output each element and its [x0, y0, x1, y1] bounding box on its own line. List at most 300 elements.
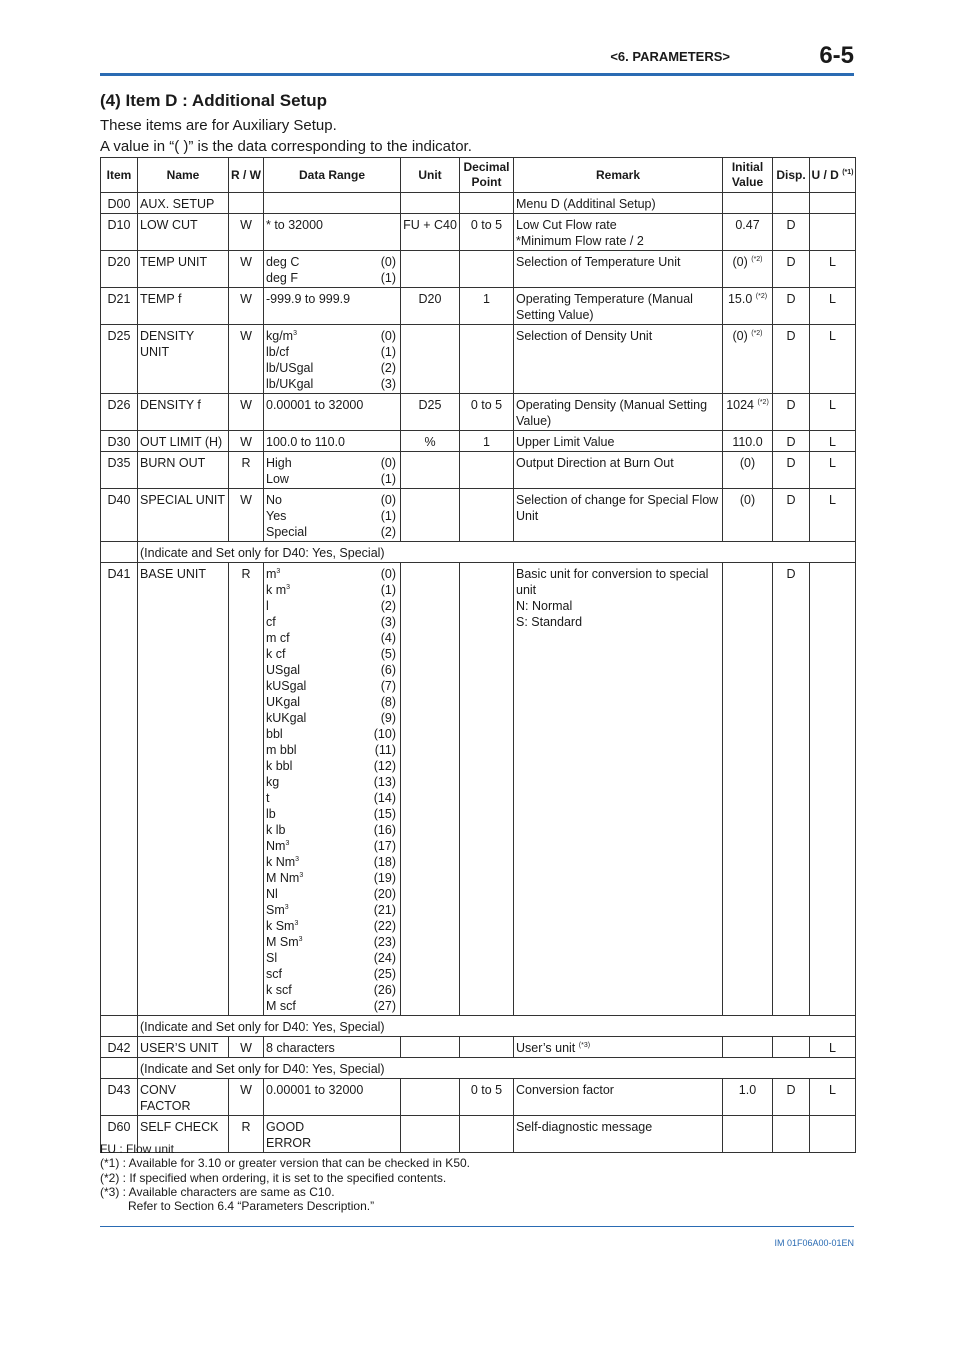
- cell-item: D40: [101, 489, 138, 542]
- cell-unit: [401, 325, 460, 394]
- cell-ud: [810, 214, 856, 251]
- remark-line: [516, 1082, 720, 1098]
- range-label: [266, 902, 289, 918]
- range-code: (2): [380, 599, 396, 613]
- indicate-note: (Indicate and Set only for D40: Yes, Special): [138, 542, 856, 563]
- cell-name: OUT LIMIT (H): [138, 431, 229, 452]
- cell-ud: L: [810, 325, 856, 394]
- range-option: [266, 854, 398, 870]
- cell-data-range: [264, 1037, 401, 1058]
- cell-disp: [773, 1116, 810, 1153]
- range-label: [266, 397, 363, 413]
- cell-disp: D: [773, 563, 810, 1016]
- cell-unit: FU + C40: [401, 214, 460, 251]
- table-row: [101, 251, 856, 288]
- footnote-line: (*2) : If specified when ordering, it is set to the specified contents.: [100, 1170, 447, 1185]
- header-unit: Unit: [401, 158, 460, 193]
- range-label: [266, 678, 306, 694]
- range-label-text: 0.00001 to 32000: [266, 1083, 364, 1097]
- table-row: [101, 288, 856, 325]
- cell-remark: [514, 214, 723, 251]
- cell-disp: D: [773, 1079, 810, 1116]
- cell-decimal-point: 0 to 5: [460, 214, 514, 251]
- range-label-text: 100.0 to 110.0: [266, 435, 346, 449]
- range-label-sup: 3: [276, 567, 281, 575]
- cell-remark: [514, 431, 723, 452]
- header-divider: [100, 73, 854, 76]
- range-label: [266, 694, 300, 710]
- range-label: [266, 758, 292, 774]
- indicate-note-row: [101, 1058, 856, 1079]
- range-option: [266, 582, 398, 598]
- range-option: [266, 950, 398, 966]
- range-code: (1): [380, 472, 396, 486]
- range-label-text: lb: [266, 807, 276, 821]
- range-option: [266, 902, 398, 918]
- cell-rw: W: [229, 431, 264, 452]
- range-code: (19): [373, 871, 396, 885]
- cell-data-range: [264, 214, 401, 251]
- range-option: [266, 566, 398, 582]
- range-code: (0): [380, 456, 396, 470]
- cell-decimal-point: 1: [460, 288, 514, 325]
- range-option: [266, 790, 398, 806]
- range-code: (17): [373, 839, 396, 853]
- cell-decimal-point: [460, 251, 514, 288]
- cell-disp: [773, 1037, 810, 1058]
- remark-line: [516, 455, 720, 471]
- range-label-sup: 3: [285, 839, 290, 847]
- initial-value-text: (0): [739, 493, 756, 507]
- range-label-text: m cf: [266, 631, 290, 645]
- cell-initial-value: [723, 489, 773, 542]
- cell-initial-value: [723, 251, 773, 288]
- range-label-text: k scf: [266, 983, 292, 997]
- cell-initial-value: [723, 1116, 773, 1153]
- range-option: [266, 838, 398, 854]
- cell-data-range: [264, 193, 401, 214]
- range-label-sup: 3: [293, 329, 297, 337]
- cell-rw: R: [229, 452, 264, 489]
- range-option: [266, 524, 398, 540]
- range-label-text: k bbl: [266, 759, 293, 773]
- page-number: 6-5: [819, 42, 854, 69]
- range-label-text: Low: [266, 472, 289, 486]
- cell-unit: [401, 452, 460, 489]
- range-option: [266, 774, 398, 790]
- cell-name: TEMP UNIT: [138, 251, 229, 288]
- range-code: (12): [373, 759, 396, 773]
- note-spacer-cell: [101, 1016, 138, 1037]
- cell-item: D21: [101, 288, 138, 325]
- range-label-text: Nm: [266, 839, 286, 853]
- cell-ud: [810, 563, 856, 1016]
- cell-item: D20: [101, 251, 138, 288]
- range-code: (7): [380, 679, 396, 693]
- range-label: [266, 806, 276, 822]
- cell-data-range: [264, 1079, 401, 1116]
- range-label-text: GOOD: [266, 1120, 305, 1134]
- range-option: [266, 344, 398, 360]
- cell-remark: [514, 251, 723, 288]
- cell-rw: W: [229, 394, 264, 431]
- initial-value-note: (*2): [757, 398, 769, 406]
- range-label-text: deg F: [266, 271, 298, 285]
- range-label-sup: 3: [299, 871, 304, 879]
- range-option: [266, 598, 398, 614]
- initial-value-text: (0): [732, 255, 748, 269]
- range-option: [266, 360, 398, 376]
- cell-decimal-point: 0 to 5: [460, 1079, 514, 1116]
- cell-unit: [401, 251, 460, 288]
- cell-initial-value: [723, 193, 773, 214]
- range-label-text: No: [266, 493, 282, 507]
- range-label: [266, 918, 298, 934]
- range-code: (10): [373, 727, 396, 741]
- remark-text: S: Standard: [516, 615, 583, 629]
- range-label-text: M scf: [266, 999, 296, 1013]
- cell-rw: R: [229, 563, 264, 1016]
- range-label-sup: 3: [284, 903, 289, 911]
- cell-item: D60: [101, 1116, 138, 1153]
- range-label-text: Sl: [266, 951, 278, 965]
- remark-line: [516, 397, 720, 429]
- range-label-sup: 3: [286, 583, 291, 591]
- header-name: Name: [138, 158, 229, 193]
- cell-decimal-point: [460, 563, 514, 1016]
- range-option: [266, 934, 398, 950]
- footnote-line: FU : Flow unit: [100, 1142, 175, 1156]
- footnote-line: (*1) : Available for 3.10 or greater version that can be checked in K50.: [100, 1156, 470, 1171]
- range-option: [266, 998, 398, 1014]
- cell-remark: [514, 193, 723, 214]
- header-ud-label: U / D: [811, 167, 839, 182]
- range-label-text: Special: [266, 525, 307, 539]
- range-code: (1): [380, 509, 396, 523]
- remark-line: [516, 217, 720, 233]
- range-label: [266, 471, 289, 487]
- range-code: (11): [374, 743, 396, 757]
- cell-item: D10: [101, 214, 138, 251]
- cell-name: DENSITY f: [138, 394, 229, 431]
- range-code: (18): [373, 855, 396, 869]
- range-code: (6): [380, 663, 396, 677]
- range-option: [266, 710, 398, 726]
- initial-value-text: (0): [739, 456, 756, 470]
- remark-text: Menu D (Additinal Setup): [516, 197, 656, 211]
- range-code: (9): [380, 711, 396, 725]
- remark-text: Conversion factor: [516, 1083, 614, 1097]
- range-option: [266, 614, 398, 630]
- range-label-text: cf: [266, 615, 276, 629]
- cell-disp: [773, 193, 810, 214]
- header-decimal-point: Decimal Point: [460, 158, 514, 193]
- range-label-text: deg C: [266, 255, 300, 269]
- range-option: [266, 742, 398, 758]
- cell-item: D00: [101, 193, 138, 214]
- range-label-text: k m: [266, 583, 287, 597]
- cell-initial-value: [723, 431, 773, 452]
- range-label: [266, 270, 298, 286]
- range-label: [266, 886, 278, 902]
- remark-text: Basic unit for conversion to special unit: [516, 567, 709, 597]
- cell-data-range: [264, 452, 401, 489]
- cell-disp: D: [773, 288, 810, 325]
- table-header-row: [101, 158, 856, 193]
- table-row: [101, 452, 856, 489]
- cell-disp: D: [773, 489, 810, 542]
- cell-remark: [514, 563, 723, 1016]
- cell-disp: D: [773, 251, 810, 288]
- range-label-sup: 3: [294, 919, 299, 927]
- range-option: [266, 376, 398, 392]
- range-option: [266, 662, 398, 678]
- range-code: (15): [373, 807, 396, 821]
- range-code: (22): [373, 919, 396, 933]
- cell-initial-value: [723, 1079, 773, 1116]
- cell-disp: D: [773, 214, 810, 251]
- remark-line: [516, 614, 720, 630]
- remark-text: Self-diagnostic message: [516, 1120, 653, 1134]
- cell-unit: [401, 563, 460, 1016]
- cell-disp: D: [773, 452, 810, 489]
- cell-name: USER’S UNIT: [138, 1037, 229, 1058]
- cell-item: D25: [101, 325, 138, 394]
- remark-line: [516, 291, 720, 323]
- range-code: (13): [373, 775, 396, 789]
- remark-line: [516, 566, 720, 598]
- cell-rw: W: [229, 489, 264, 542]
- initial-value-text: 1024: [726, 398, 755, 412]
- range-option: [266, 1082, 398, 1098]
- cell-data-range: [264, 288, 401, 325]
- cell-name: SPECIAL UNIT: [138, 489, 229, 542]
- cell-name: TEMP f: [138, 288, 229, 325]
- range-label-text: Sm: [266, 903, 285, 917]
- section-header: <6. PARAMETERS>: [610, 49, 730, 64]
- range-label: [266, 344, 289, 360]
- range-label-text: UKgal: [266, 695, 301, 709]
- range-label: [266, 726, 283, 742]
- cell-initial-value: [723, 288, 773, 325]
- initial-value-text: 0.47: [735, 218, 760, 232]
- range-code: (26): [373, 983, 396, 997]
- cell-disp: D: [773, 431, 810, 452]
- table-row: [101, 193, 856, 214]
- range-label-text: M Nm: [266, 871, 300, 885]
- cell-decimal-point: [460, 193, 514, 214]
- range-label-text: k cf: [266, 647, 286, 661]
- range-code: (8): [380, 695, 396, 709]
- range-label: [266, 524, 307, 540]
- range-option: [266, 254, 398, 270]
- range-label-text: M Sm: [266, 935, 299, 949]
- range-label: [266, 838, 289, 854]
- range-code: (1): [380, 271, 396, 285]
- remark-note: (*3): [578, 1041, 591, 1049]
- range-label: [266, 582, 290, 598]
- range-option: [266, 471, 398, 487]
- range-option: [266, 1040, 398, 1056]
- remark-text: Selection of change for Special Flow Unit: [516, 493, 719, 523]
- range-label-text: lb/USgal: [266, 361, 314, 375]
- remark-line: [516, 1040, 720, 1056]
- initial-value-note: (*2): [755, 292, 768, 300]
- cell-item: D26: [101, 394, 138, 431]
- remark-text: Upper Limit Value: [516, 435, 615, 449]
- remark-line: [516, 1119, 720, 1135]
- remark-text: Selection of Density Unit: [516, 329, 653, 343]
- header-ud: [810, 158, 856, 193]
- range-option: [266, 217, 398, 233]
- cell-decimal-point: 1: [460, 431, 514, 452]
- footnotes: [100, 1142, 470, 1213]
- cell-ud: L: [810, 1079, 856, 1116]
- range-code: (23): [373, 935, 396, 949]
- range-option: [266, 455, 398, 471]
- range-label: [266, 217, 323, 233]
- cell-remark: [514, 1116, 723, 1153]
- table-row: [101, 489, 856, 542]
- range-option: [266, 822, 398, 838]
- range-label: [266, 790, 269, 806]
- cell-rw: W: [229, 1037, 264, 1058]
- initial-value-text: (0): [732, 329, 748, 343]
- range-label: [266, 360, 313, 376]
- cell-unit: [401, 1037, 460, 1058]
- range-label: [266, 822, 285, 838]
- cell-ud: L: [810, 431, 856, 452]
- range-label: [266, 870, 303, 886]
- range-label-text: 8 characters: [266, 1041, 335, 1055]
- table-row: [101, 431, 856, 452]
- remark-text: *Minimum Flow rate / 2: [516, 234, 644, 248]
- cell-rw: W: [229, 288, 264, 325]
- range-label: [266, 662, 300, 678]
- cell-remark: [514, 325, 723, 394]
- cell-remark: [514, 1037, 723, 1058]
- cell-remark: [514, 394, 723, 431]
- cell-initial-value: [723, 214, 773, 251]
- range-option: [266, 870, 398, 886]
- range-option: [266, 492, 398, 508]
- range-label: [266, 434, 345, 450]
- note-spacer-cell: [101, 542, 138, 563]
- range-code: (27): [373, 999, 396, 1013]
- range-code: (16): [373, 823, 396, 837]
- cell-item: D43: [101, 1079, 138, 1116]
- cell-name: BASE UNIT: [138, 563, 229, 1016]
- cell-remark: [514, 288, 723, 325]
- cell-remark: [514, 452, 723, 489]
- range-label-text: m: [266, 567, 277, 581]
- remark-line: [516, 233, 720, 249]
- parameter-table: [100, 157, 856, 1153]
- range-label-text: k lb: [266, 823, 286, 837]
- range-label: [266, 566, 280, 582]
- range-label-text: kg/m: [266, 329, 294, 343]
- cell-name: SELF CHECK: [138, 1116, 229, 1153]
- range-code: (14): [373, 791, 396, 805]
- range-label: [266, 598, 269, 614]
- range-code: (2): [380, 525, 396, 539]
- range-option: [266, 806, 398, 822]
- range-label: [266, 254, 299, 270]
- range-code: (0): [380, 567, 396, 581]
- cell-disp: D: [773, 325, 810, 394]
- intro-line-1: These items are for Auxiliary Setup.: [100, 117, 337, 134]
- range-option: [266, 886, 398, 902]
- section-title: (4) Item D : Additional Setup: [100, 91, 327, 110]
- header-disp: Disp.: [773, 158, 810, 193]
- range-label-text: bbl: [266, 727, 283, 741]
- cell-ud: [810, 1116, 856, 1153]
- header-item: Item: [101, 158, 138, 193]
- range-label: [266, 1082, 363, 1098]
- remark-line: [516, 328, 720, 344]
- range-label: [266, 455, 292, 471]
- remark-text: Operating Density (Manual Setting Value): [516, 398, 708, 428]
- remark-line: [516, 434, 720, 450]
- cell-item: D35: [101, 452, 138, 489]
- cell-rw: W: [229, 1079, 264, 1116]
- range-label-text: l: [266, 599, 269, 613]
- cell-unit: [401, 489, 460, 542]
- range-label-text: -999.9 to 999.9: [266, 292, 351, 306]
- cell-decimal-point: 0 to 5: [460, 394, 514, 431]
- range-label: [266, 508, 286, 524]
- remark-text: N: Normal: [516, 599, 573, 613]
- cell-rw: [229, 193, 264, 214]
- cell-disp: D: [773, 394, 810, 431]
- cell-ud: L: [810, 1037, 856, 1058]
- range-label: [266, 1040, 335, 1056]
- range-option: [266, 270, 398, 286]
- cell-item: D42: [101, 1037, 138, 1058]
- range-label-text: USgal: [266, 663, 301, 677]
- initial-value-text: 110.0: [732, 435, 763, 449]
- cell-name: BURN OUT: [138, 452, 229, 489]
- cell-unit: %: [401, 431, 460, 452]
- cell-data-range: [264, 251, 401, 288]
- range-label: [266, 998, 296, 1014]
- range-label: [266, 742, 297, 758]
- cell-initial-value: [723, 325, 773, 394]
- cell-data-range: [264, 489, 401, 542]
- range-code: (25): [373, 967, 396, 981]
- cell-ud: L: [810, 251, 856, 288]
- header-ud-note: (*1): [842, 168, 854, 176]
- range-option: [266, 630, 398, 646]
- range-label-text: k Nm: [266, 855, 296, 869]
- range-option: [266, 694, 398, 710]
- range-code: (1): [380, 583, 396, 597]
- range-label-text: High: [266, 456, 292, 470]
- range-code: (1): [380, 345, 396, 359]
- range-option: [266, 758, 398, 774]
- cell-rw: W: [229, 325, 264, 394]
- range-code: (0): [380, 493, 396, 507]
- header-remark: Remark: [514, 158, 723, 193]
- table-row: [101, 325, 856, 394]
- remark-text: Operating Temperature (Manual Setting Value): [516, 292, 693, 322]
- cell-unit: D20: [401, 288, 460, 325]
- cell-ud: [810, 193, 856, 214]
- cell-rw: W: [229, 251, 264, 288]
- remark-text: User’s unit: [516, 1041, 576, 1055]
- range-label-text: kUSgal: [266, 679, 307, 693]
- range-label: [266, 710, 306, 726]
